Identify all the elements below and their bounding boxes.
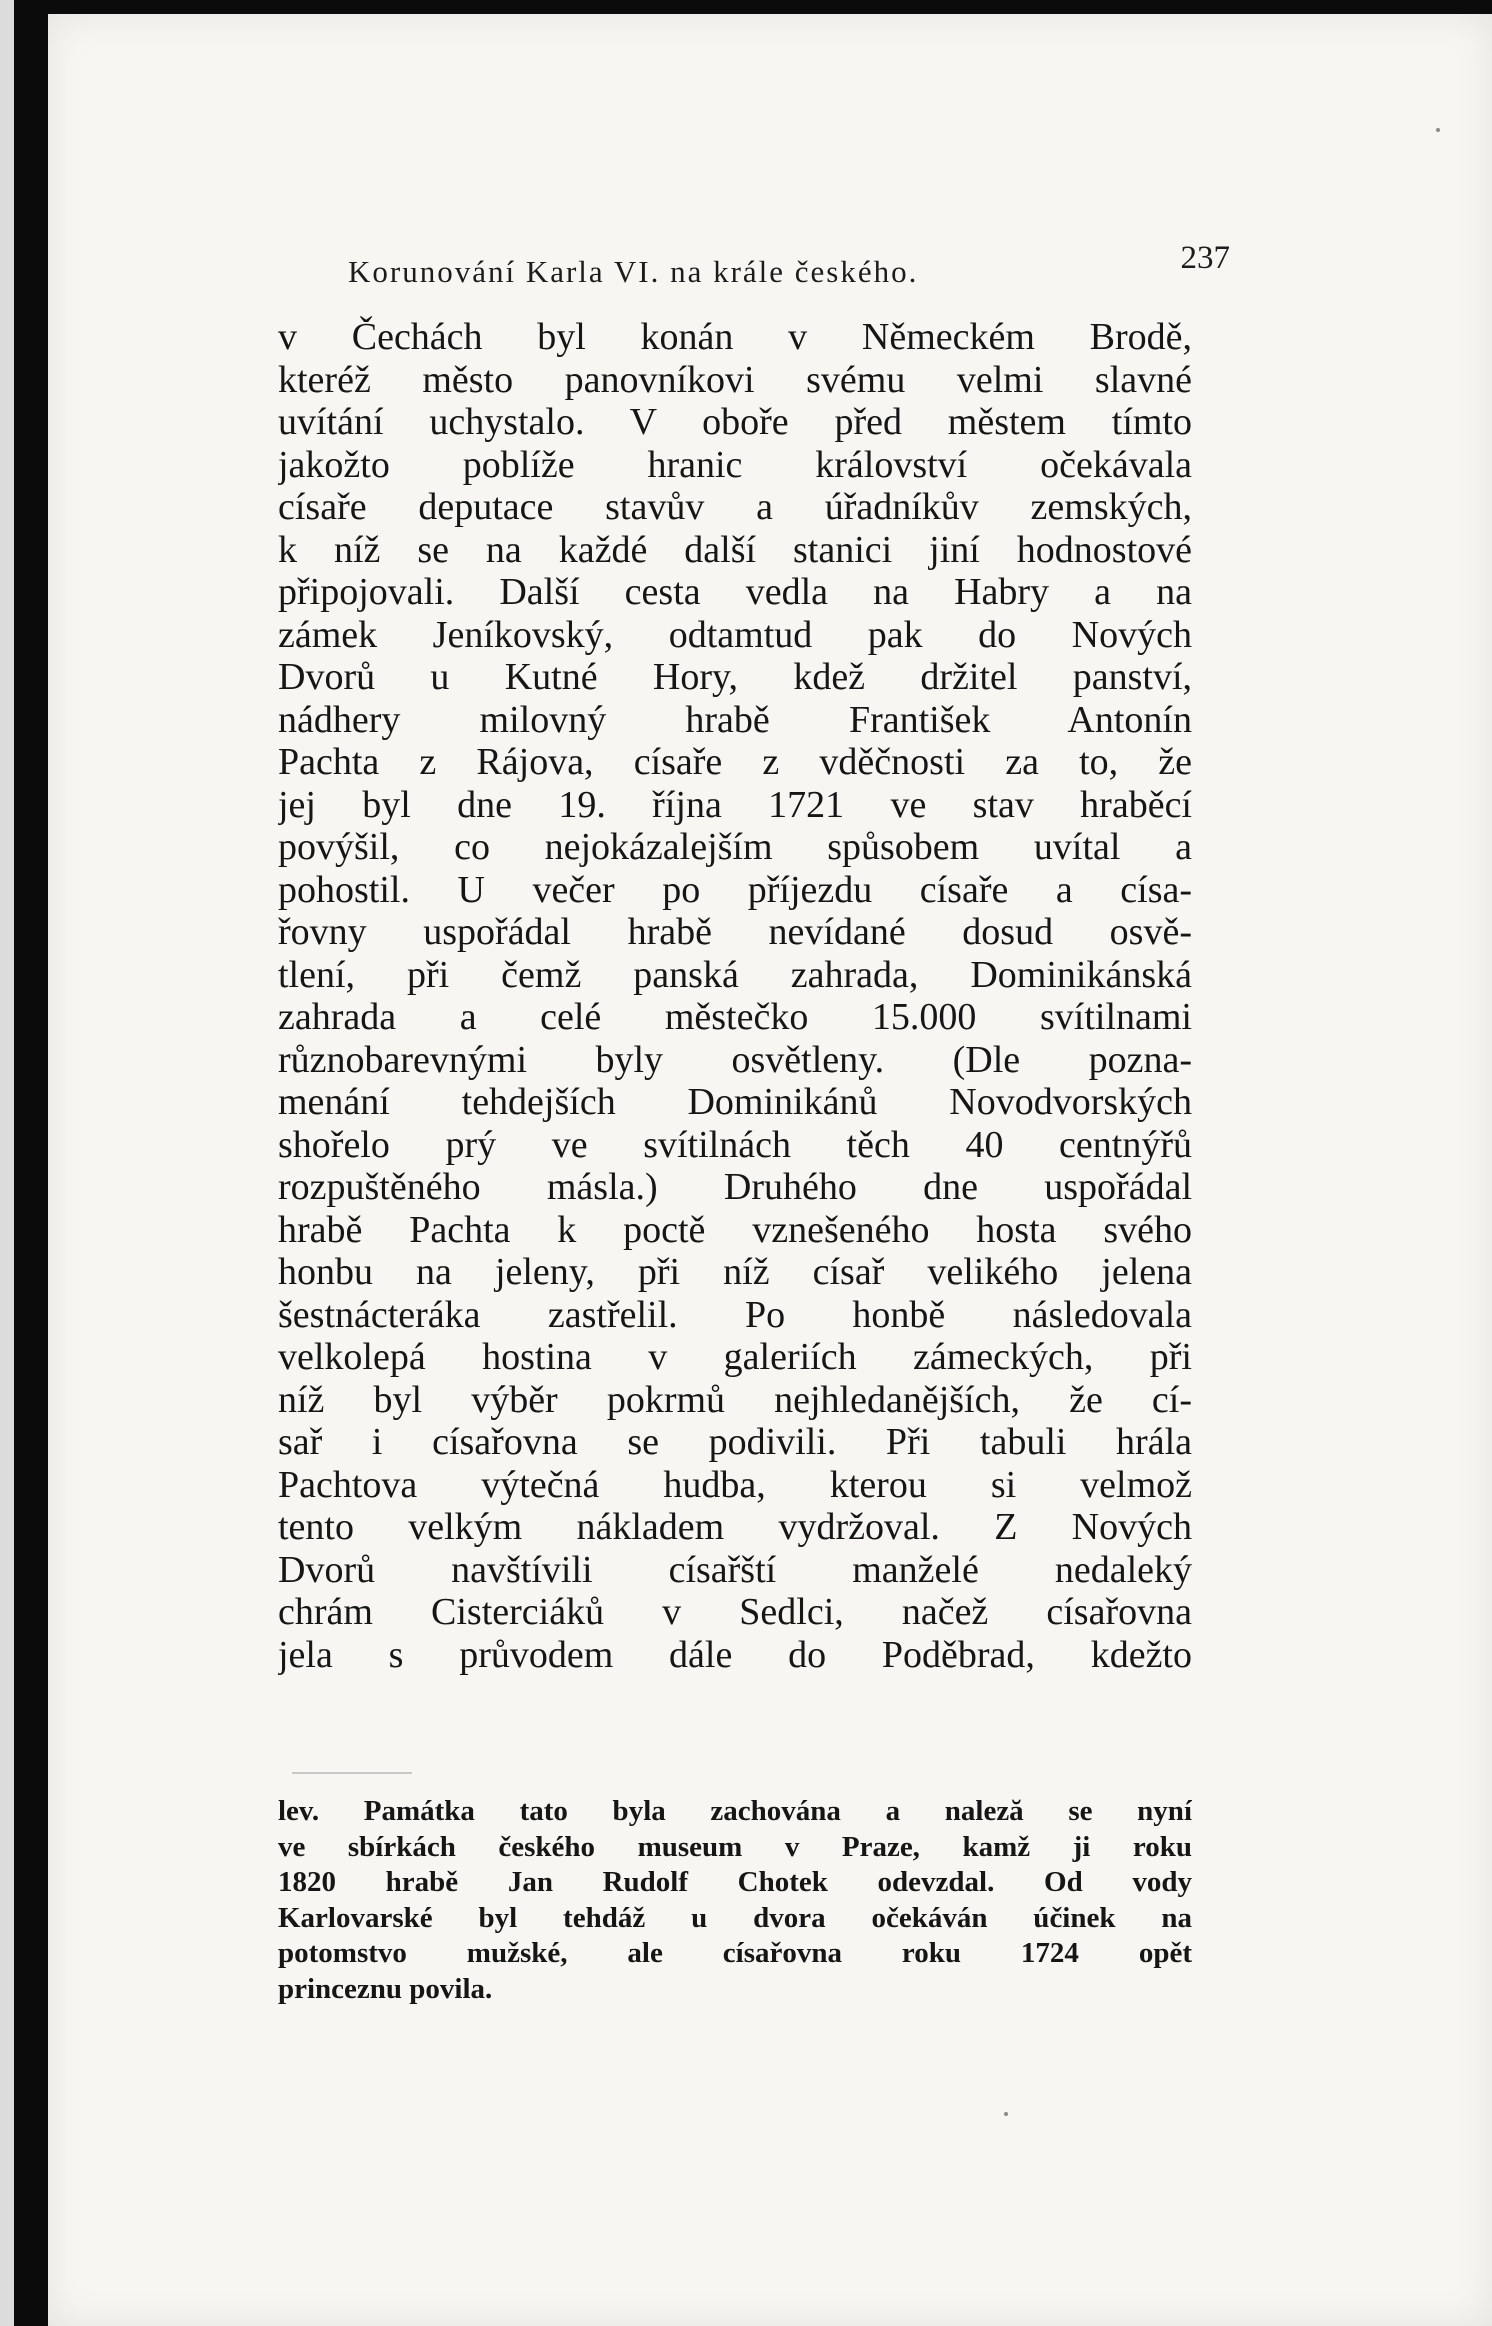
running-title: Korunování Karla VI. na krále českého. (348, 254, 919, 289)
text-line: pohostil. U večer po příjezdu císaře a císa- (278, 868, 1192, 911)
text-line: tento velkým nákladem vydržoval. Z Nových (278, 1506, 1192, 1548)
text-line: uvítání uchystalo. V oboře před městem tímto (278, 401, 1192, 443)
text-line: tlení, při čemž panská zahrada, Dominikánská (278, 953, 1192, 996)
text-line: k níž se na každé další stanici jiní hodnostové (278, 528, 1192, 571)
text-line: honbu na jeleny, při níž císař velikého jelena (278, 1251, 1192, 1293)
footnote-line: potomstvo mužské, ale císařovna roku 1724 opět (278, 1937, 1192, 1969)
footnote-line: Karlovarské byl tehdáž u dvora očekáván účinek na (278, 1901, 1192, 1934)
text-line: zámek Jeníkovský, odtamtud pak do Nových (278, 613, 1192, 656)
text-line: rozpuštěného másla.) Druhého dne uspořádal (278, 1166, 1192, 1208)
text-line: Pachta z Rájova, císaře z vděčnosti za to, že (278, 741, 1192, 783)
text-line: šestnácteráka zastřelil. Po honbě následovala (278, 1293, 1192, 1336)
text-line: řovny uspořádal hrabě nevídané dosud osvě- (278, 911, 1192, 953)
page-number: 237 (1180, 240, 1230, 276)
footnote-line: princeznu povila. (278, 1972, 493, 2005)
text-line: sař i císařovna se podivili. Při tabuli hrála (278, 1421, 1192, 1463)
text-line: Pachtova výtečná hudba, kterou si velmož (278, 1463, 1192, 1506)
text-line: níž byl výběr pokrmů nejhledanějších, že cí- (278, 1378, 1192, 1421)
text-line: menání tehdejších Dominikánů Novodvorských (278, 1081, 1192, 1123)
text-line: kteréž město panovníkovi svému velmi slavné (278, 358, 1192, 401)
footnote-line: 1820 hrabě Jan Rudolf Chotek odevzdal. Od vody (278, 1866, 1192, 1898)
text-line: jela s průvodem dále do Poděbrad, kdežto (278, 1633, 1192, 1676)
footnote-line: lev. Památka tato byla zachována a naleză se nyní (278, 1795, 1192, 1827)
text-line: připojovali. Další cesta vedla na Habry a na (278, 571, 1192, 613)
text-line: chrám Cisterciáků v Sedlci, načež císařovna (278, 1591, 1192, 1633)
footnote-divider (292, 1772, 412, 1774)
text-line: zahrada a celé městečko 15.000 svítilnami (278, 996, 1192, 1038)
paper-speck (1004, 2112, 1008, 2116)
text-line: Dvorů u Kutné Hory, kdež držitel panství, (278, 656, 1192, 698)
text-line: shořelo prý ve svítilnách těch 40 centnýřů (278, 1123, 1192, 1166)
scan-edge-strip (0, 0, 14, 2326)
paper-speck (1436, 128, 1440, 132)
main-text-block (278, 316, 1192, 1676)
footnote-block (278, 1794, 1192, 2007)
text-line: jej byl dne 19. října 1721 ve stav hraběcí (278, 783, 1192, 826)
text-line: nádhery milovný hrabě František Antonín (278, 698, 1192, 741)
page-header (300, 240, 1230, 296)
text-line: povýšil, co nejokázalejším spůsobem uvítal a (278, 826, 1192, 868)
text-line: různobarevnými byly osvětleny. (Dle pozna- (278, 1038, 1192, 1081)
text-line: hrabě Pachta k poctě vznešeného hosta svého (278, 1208, 1192, 1251)
text-line: jakožto poblíže hranic království očekávala (278, 443, 1192, 486)
text-line: císaře deputace stavův a úřadníkův zemských, (278, 486, 1192, 528)
footnote-line: ve sbírkách českého museum v Praze, kamž ji roku (278, 1830, 1192, 1863)
text-line: v Čechách byl konán v Německém Brodě, (278, 316, 1192, 358)
text-line: velkolepá hostina v galeriích zámeckých, při (278, 1336, 1192, 1378)
text-line: Dvorů navštívili císařští manželé nedaleký (278, 1548, 1192, 1591)
